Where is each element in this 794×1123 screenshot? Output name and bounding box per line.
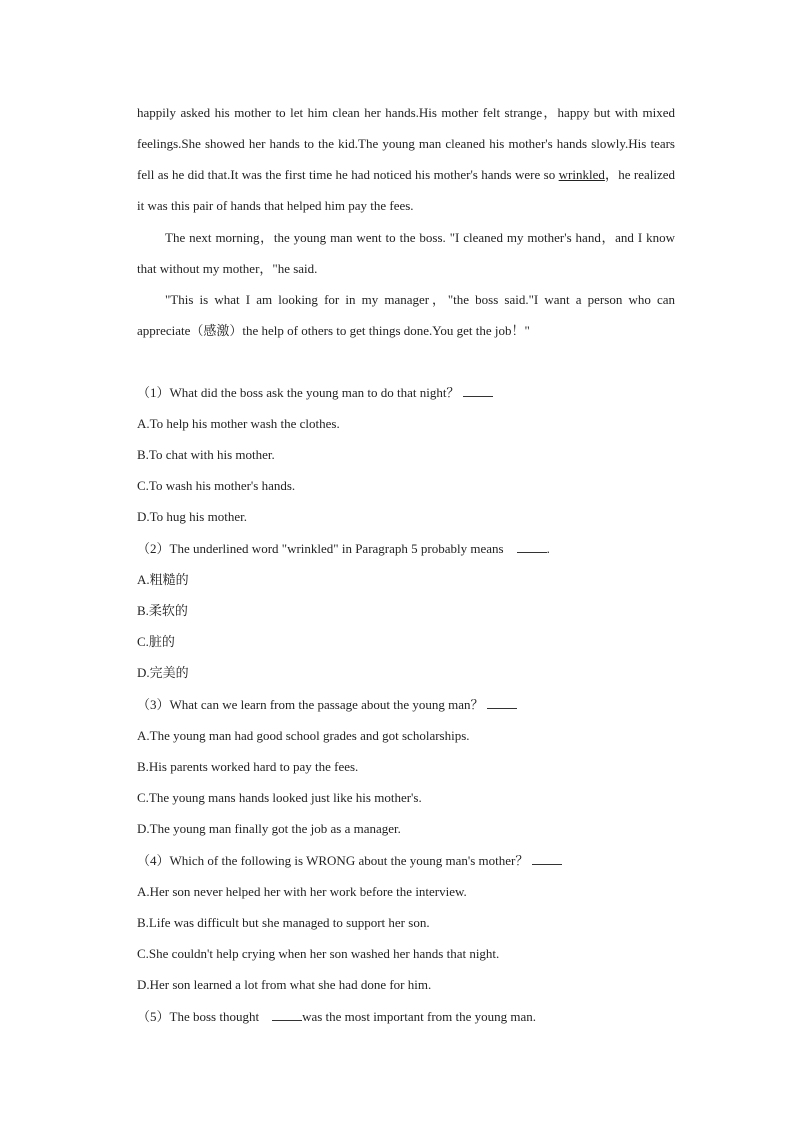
passage-paragraph: "This is what I am looking for in my manager，"the boss said."I want a person who can appreciate（感激）the help of others to get things done.You get the job！" [137, 292, 675, 338]
option: D.Her son learned a lot from what she had done for him. [137, 977, 432, 992]
question-stem: （3）What can we learn from the passage about the young man？ [137, 695, 517, 715]
answer-blank [463, 384, 493, 397]
question-stem: （5）The boss thought was the most important from the young man. [137, 1009, 537, 1024]
option: A.The young man had good school grades and got scholarships. [137, 728, 470, 743]
option: B.To chat with his mother. [137, 447, 275, 462]
answer-blank [272, 1008, 302, 1021]
passage-paragraph [137, 97, 675, 221]
answer-blank [487, 696, 517, 709]
question-stem: （2）The underlined word "wrinkled" in Paragraph 5 probably means . [137, 541, 550, 556]
option: D.完美的 [137, 665, 189, 680]
question-stem: （1）What did the boss ask the young man to do that night？ [137, 383, 493, 403]
passage-text: happily asked his mother to let him clean her hands.His mother felt strange，happy but with mixed feelings.She showed her hands to the kid.The young man cleaned his mother's hands slowly.His tears fell as he did that.It was the first time he had noticed his mother's hands were so [137, 105, 675, 182]
passage-text: ，he realized it was this pair of hands that helped him pay the fees. [137, 167, 676, 213]
option: B.His parents worked hard to pay the fees. [137, 759, 359, 774]
answer-blank [532, 852, 562, 865]
option: C.She couldn't help crying when her son washed her hands that night. [137, 946, 500, 961]
option: A.Her son never helped her with her work before the interview. [137, 884, 467, 899]
option: C.脏的 [137, 634, 175, 649]
option: C.To wash his mother's hands. [137, 478, 296, 493]
underlined-word: wrinkled [558, 167, 605, 182]
option: D.To hug his mother. [137, 509, 247, 524]
option: A.粗糙的 [137, 572, 189, 587]
option: A.To help his mother wash the clothes. [137, 416, 340, 431]
option: D.The young man finally got the job as a manager. [137, 821, 401, 836]
option: C.The young mans hands looked just like his mother's. [137, 790, 422, 805]
answer-blank [517, 540, 547, 553]
option: B.Life was difficult but she managed to support her son. [137, 915, 430, 930]
question-stem: （4）Which of the following is WRONG about the young man's mother？ [137, 851, 562, 871]
passage-paragraph: The next morning，the young man went to the boss. "I cleaned my mother's hand，and I know that without my mother，"he said. [137, 230, 675, 276]
option: B.柔软的 [137, 603, 188, 618]
